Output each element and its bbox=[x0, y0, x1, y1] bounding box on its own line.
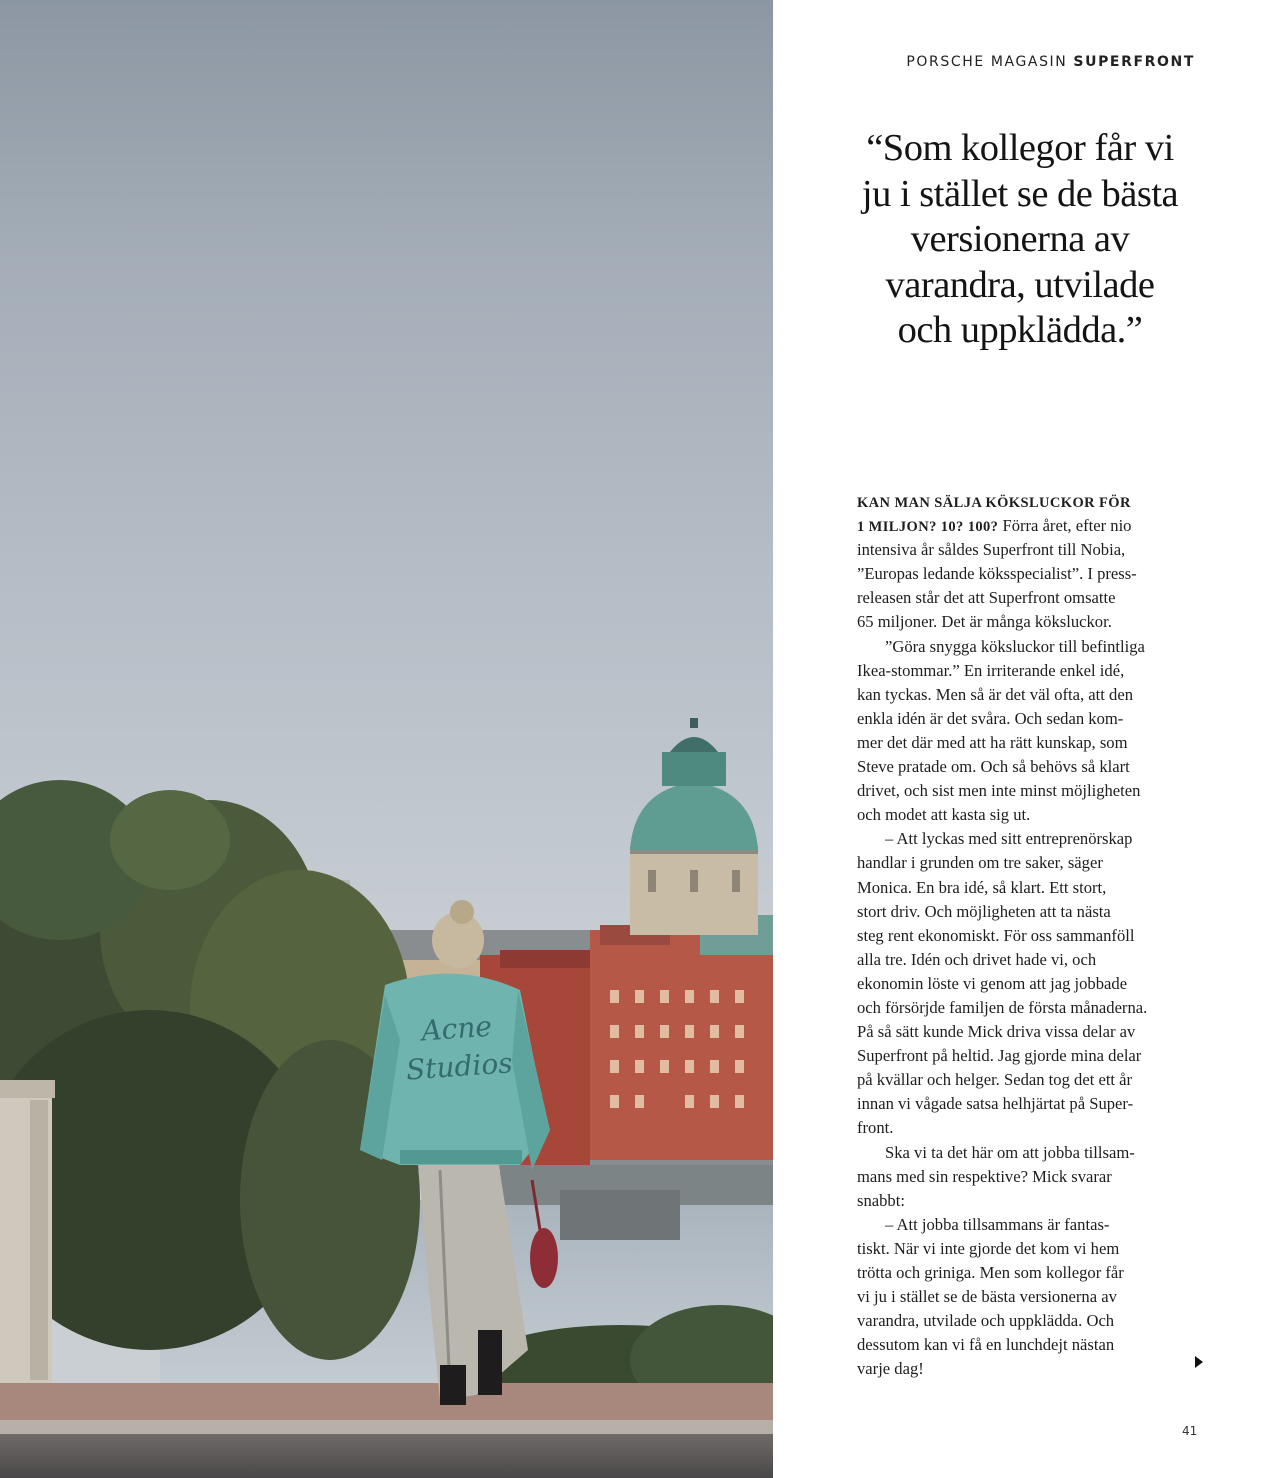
article-text: steg rent ekonomiskt. För oss sammanföll bbox=[857, 925, 1135, 945]
article-text: front. bbox=[857, 1118, 894, 1138]
pull-quote-line: ju i stället se de bästa bbox=[861, 172, 1179, 215]
article-text: drivet, och sist men inte minst möjligheten bbox=[857, 781, 1141, 801]
article-text: Steve pratade om. Och så behövs så klart bbox=[857, 757, 1130, 777]
article-lead-in: 1 MILJON? 10? 100? bbox=[857, 519, 999, 536]
article-line bbox=[857, 1189, 1197, 1213]
article-line bbox=[857, 1020, 1197, 1044]
article-text: och modet att kasta sig ut. bbox=[857, 805, 1031, 825]
pull-quote-line: “Som kollegor får vi bbox=[866, 127, 1174, 169]
article-line bbox=[857, 827, 1197, 851]
article-text: Monica. En bra idé, så klart. Ett stort, bbox=[857, 877, 1107, 897]
trees-left bbox=[0, 780, 420, 1360]
article-lead-in: KAN MAN SÄLJA KÖKSLUCKOR FÖR bbox=[857, 495, 1131, 511]
article-text: mans med sin respektive? Mick svarar bbox=[857, 1166, 1112, 1186]
article-text: mer det där med att ha rätt kunskap, som bbox=[857, 732, 1128, 752]
article-text: varje dag! bbox=[857, 1359, 924, 1379]
article-line bbox=[857, 1261, 1197, 1285]
pull-quote-line: varandra, utvilade bbox=[885, 263, 1155, 306]
article-line bbox=[857, 1044, 1197, 1068]
article-text: tiskt. När vi inte gjorde det kom vi hem bbox=[857, 1238, 1120, 1258]
article-text: – Att jobba tillsammans är fantas- bbox=[885, 1214, 1110, 1234]
article-line bbox=[857, 779, 1197, 803]
article-line bbox=[857, 1165, 1197, 1189]
article-text: På så sätt kunde Mick driva vissa delar av bbox=[857, 1022, 1136, 1042]
road bbox=[0, 1434, 773, 1478]
article-line bbox=[857, 851, 1197, 875]
article-text: på kvällar och helger. Sedan tog det ett år bbox=[857, 1070, 1133, 1090]
article-line bbox=[857, 659, 1197, 683]
article-line bbox=[857, 900, 1197, 924]
stone-pillar bbox=[0, 1080, 55, 1385]
article-line bbox=[857, 1237, 1197, 1261]
article-text: Ska vi ta det här om att jobba tillsam- bbox=[885, 1142, 1135, 1162]
article-line bbox=[857, 1309, 1197, 1333]
article-line bbox=[857, 803, 1197, 827]
article-line bbox=[857, 1092, 1197, 1116]
article-line bbox=[857, 610, 1197, 634]
section-name: SUPERFRONT bbox=[1073, 54, 1195, 70]
article-line bbox=[857, 1068, 1197, 1092]
publication-name: PORSCHE MAGASIN bbox=[906, 54, 1068, 70]
article-text: – Att lyckas med sitt entreprenörskap bbox=[885, 829, 1133, 849]
pull-quote bbox=[830, 126, 1210, 354]
jacket-script: Acne Studios bbox=[404, 1009, 514, 1087]
article-line bbox=[857, 876, 1197, 900]
running-head bbox=[906, 54, 1195, 70]
article-line bbox=[857, 683, 1197, 707]
article-line bbox=[857, 1116, 1197, 1140]
article-line bbox=[857, 514, 1197, 538]
article-text: vi ju i stället se de bästa versionerna av bbox=[857, 1287, 1117, 1307]
article-text: enkla idén är det svåra. Och sedan kom- bbox=[857, 708, 1124, 728]
article-line bbox=[857, 1333, 1197, 1357]
article-text: handlar i grunden om tre saker, säger bbox=[857, 853, 1103, 873]
article-line bbox=[857, 490, 1197, 514]
pull-quote-line: versionerna av bbox=[910, 218, 1130, 260]
curb bbox=[0, 1420, 773, 1434]
article-line bbox=[857, 1141, 1197, 1165]
article-text: och försörjde familjen de första månaderna. bbox=[857, 997, 1148, 1017]
church-tower bbox=[630, 718, 758, 935]
article-text: kan tyckas. Men så är det väl ofta, att den bbox=[857, 684, 1134, 704]
article-line bbox=[857, 538, 1197, 562]
article-text: varandra, utvilade och uppklädda. Och bbox=[857, 1311, 1115, 1331]
article-text: ”Europas ledande köksspecialist”. I press- bbox=[857, 564, 1137, 584]
pull-quote-line: och uppklädda.” bbox=[897, 309, 1143, 351]
article-line bbox=[857, 1357, 1197, 1381]
article-line bbox=[857, 586, 1197, 610]
article-text: ”Göra snygga köksluckor till befintliga bbox=[885, 636, 1145, 656]
article-line bbox=[857, 635, 1197, 659]
article-text: innan vi vågade satsa helhjärtat på Super- bbox=[857, 1094, 1134, 1114]
article-text: Superfront på heltid. Jag gjorde mina delar bbox=[857, 1046, 1142, 1066]
continue-arrow-icon bbox=[1195, 1356, 1203, 1368]
article-line bbox=[857, 972, 1197, 996]
article-text: Ikea-stommar.” En irriterande enkel idé, bbox=[857, 660, 1125, 680]
article-text: ekonomin löste vi genom att jag jobbade bbox=[857, 973, 1128, 993]
article-line bbox=[857, 755, 1197, 779]
article-body bbox=[857, 490, 1197, 1381]
article-line bbox=[857, 996, 1197, 1020]
article-line bbox=[857, 948, 1197, 972]
page-number: 41 bbox=[1182, 1424, 1198, 1438]
article-text: alla tre. Idén och drivet hade vi, och bbox=[857, 949, 1097, 969]
article-text: releasen står det att Superfront omsatte bbox=[857, 588, 1116, 608]
article-line bbox=[857, 1213, 1197, 1237]
article-text: snabbt: bbox=[857, 1190, 905, 1210]
article-text: dessutom kan vi få en lunchdejt nästan bbox=[857, 1335, 1115, 1355]
article-line bbox=[857, 1285, 1197, 1309]
article-line bbox=[857, 707, 1197, 731]
article-line bbox=[857, 562, 1197, 586]
sidewalk bbox=[0, 1383, 773, 1425]
article-text: intensiva år såldes Superfront till Nobia, bbox=[857, 540, 1126, 560]
article-line bbox=[857, 924, 1197, 948]
article-text: Förra året, efter nio bbox=[998, 516, 1132, 536]
article-text: 65 miljoner. Det är många köksluckor. bbox=[857, 612, 1112, 632]
article-text: trötta och griniga. Men som kollegor får bbox=[857, 1263, 1124, 1282]
article-line bbox=[857, 731, 1197, 755]
article-text: stort driv. Och möjligheten att ta nästa bbox=[857, 901, 1111, 921]
